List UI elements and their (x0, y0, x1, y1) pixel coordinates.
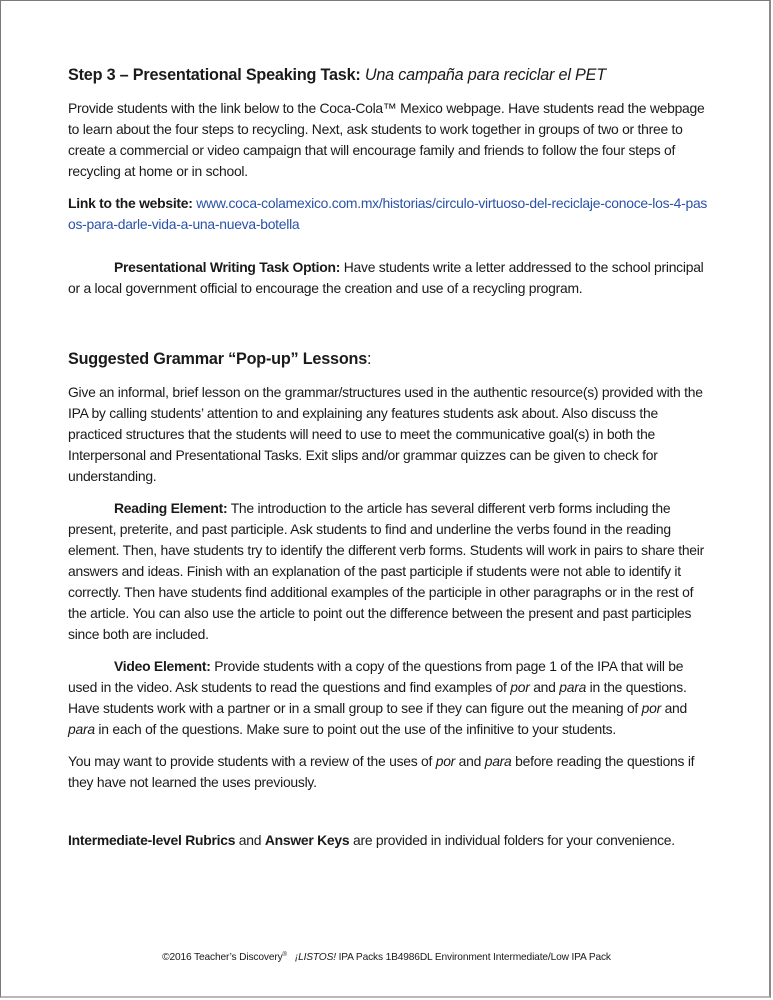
step3-heading (68, 64, 714, 86)
para-term: para (68, 721, 95, 737)
page-footer (0, 952, 773, 963)
reading-element-text: The introduction to the article has several different verb forms including the present, preterite, and past participle. Ask students to find and underline the verbs found in the reading element. Then, have students try to identify the different verb forms. Students will work in pairs to share their answers and ideas. Finish with an explanation of the past participle if students were not able to identify it correctly. Then have students find additional examples of the participle in other paragraphs or in the rest of the article. You can also use the article to point out the difference between the present and past participles since both are included. (68, 500, 704, 642)
closing-text: are provided in individual folders for your convenience. (349, 832, 675, 848)
reading-element-label: Reading Element: (114, 500, 228, 516)
writing-option-text: Have students write a letter addressed to the school principal or a local government official to encourage the creation and use of a recycling program. (68, 259, 704, 296)
video-text: Provide students with a copy of the questions from page 1 of the IPA that will be used in the video. Ask students to read the questions and find examples of (68, 658, 684, 695)
por-term: por (641, 700, 661, 716)
website-link-label: Link to the website: (68, 195, 193, 211)
review-text: before reading the questions if they have not learned the uses previously. (68, 753, 695, 790)
step3-heading-italic: Una campaña para reciclar el PET (364, 66, 606, 84)
video-element-paragraph (68, 656, 714, 740)
reading-element-paragraph (68, 498, 714, 645)
footer-copyright: ©2016 Teacher’s Discovery (162, 952, 283, 963)
step3-intro: Provide students with the link below to the Coca-Cola™ Mexico webpage. Have students read the webpage to learn about the four steps to recycling. Next, ask students to work together in groups of two or three to create a commercial or video campaign that will encourage family and friends to follow the four steps of recycling at home or in school. (68, 100, 705, 179)
and-text: and (660, 700, 688, 716)
video-text: in each of the questions. Make sure to point out the use of the infinitive to your students. (94, 721, 616, 737)
closing-paragraph (68, 830, 714, 851)
por-term: por (510, 679, 530, 695)
document-body (68, 64, 714, 862)
and-text: and (529, 679, 560, 695)
answer-keys-label: Answer Keys (264, 832, 350, 848)
grammar-intro: Give an informal, brief lesson on the grammar/structures used in the authentic resource(s) provided with the IPA by calling students’ attention to and explaining any features students ask about. Also discuss the practiced structures that the students will need to use to meet the communicative goal(s) in both the Interpersonal and Presentational Tasks. Exit slips and/or grammar quizzes can be given to check for understanding. (68, 384, 703, 484)
section-spacer (68, 804, 714, 830)
para-term: para (484, 753, 512, 769)
writing-option-paragraph (68, 257, 714, 299)
website-link-paragraph (68, 193, 714, 235)
website-link[interactable]: www.coca-colamexico.com.mx/historias/circulo-virtuoso-del-reciclaje-conoce-los-4-pasos-para-darle-vida-a-una-nueva-botella (68, 195, 708, 232)
video-text: in the questions. Have students work with a partner or in a small group to see if they can figure out the meaning of (68, 679, 687, 716)
section-spacer (68, 310, 714, 348)
review-paragraph (68, 751, 714, 793)
and-text: and (455, 753, 485, 769)
step3-heading-bold: Step 3 – Presentational Speaking Task: (68, 66, 361, 84)
writing-option-label: Presentational Writing Task Option: (114, 259, 341, 275)
footer-brand: ¡LISTOS! (294, 952, 336, 963)
registered-mark: ® (282, 952, 287, 958)
video-element-label: Video Element: (114, 658, 211, 674)
review-text: You may want to provide students with a review of the uses of (68, 753, 436, 769)
and-text: and (235, 832, 265, 848)
grammar-heading-text: Suggested Grammar “Pop-up” Lessons (68, 350, 368, 368)
para-term: para (559, 679, 587, 695)
rubrics-label: Intermediate-level Rubrics (68, 832, 236, 848)
grammar-heading (68, 348, 714, 370)
por-term: por (435, 753, 456, 769)
grammar-heading-colon: : (367, 350, 372, 368)
footer-pack-text: IPA Packs 1B4986DL Environment Intermediate/Low IPA Pack (335, 952, 611, 963)
